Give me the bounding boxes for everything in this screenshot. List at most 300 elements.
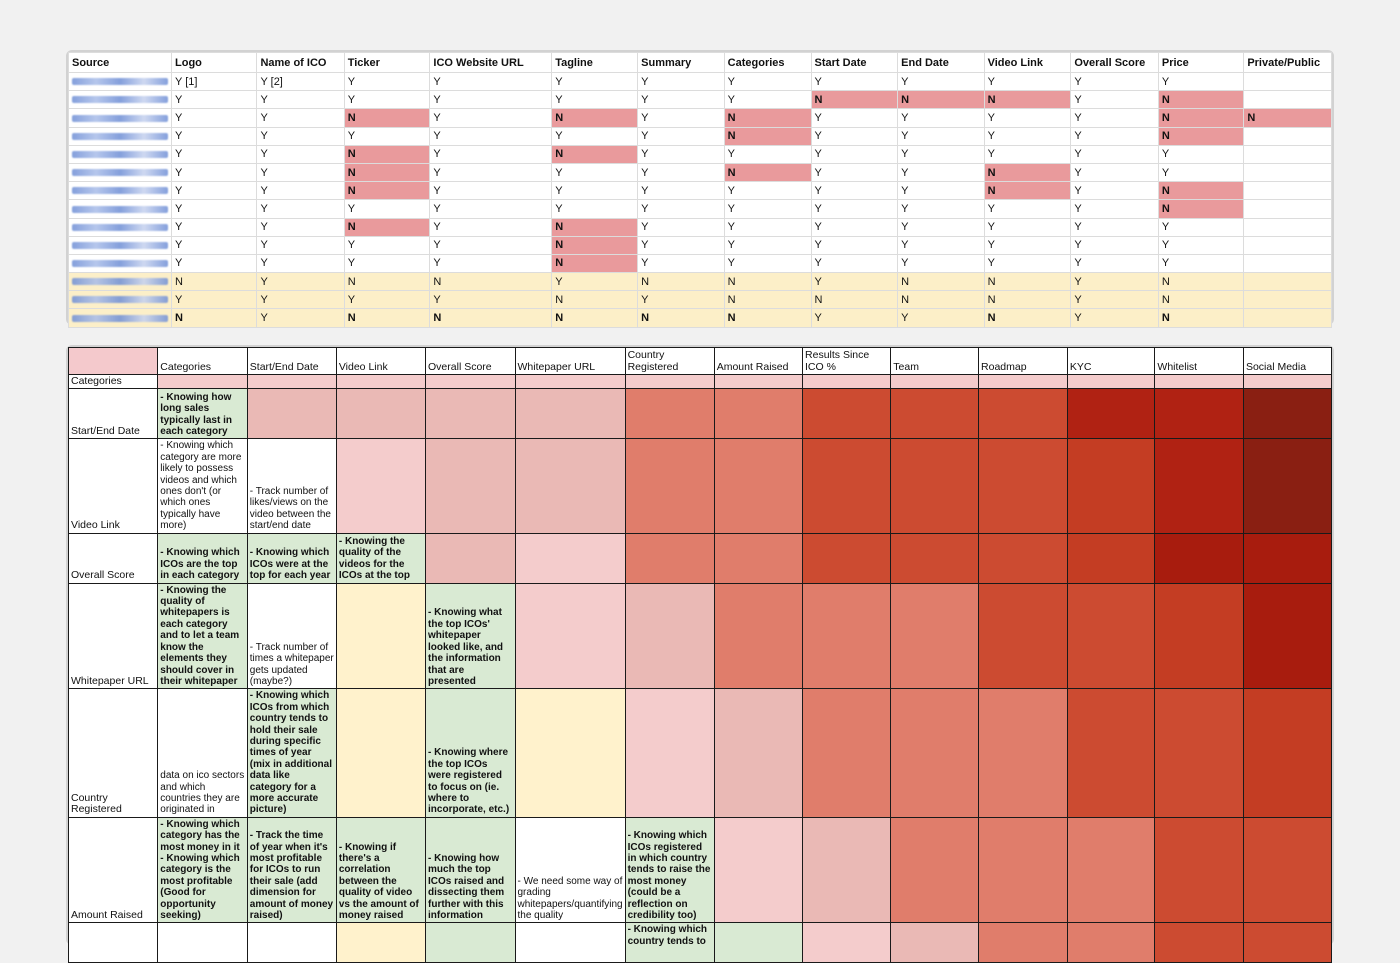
table-cell[interactable]: Y <box>638 200 725 218</box>
matrix-cell[interactable] <box>1243 583 1331 689</box>
matrix-column-header[interactable]: Amount Raised <box>714 348 802 375</box>
table-cell[interactable]: Y <box>984 254 1071 272</box>
matrix-cell[interactable] <box>803 533 891 583</box>
matrix-cell[interactable] <box>714 533 802 583</box>
table-cell[interactable]: N <box>1158 273 1243 291</box>
matrix-cell[interactable] <box>803 689 891 817</box>
table-cell[interactable]: Y <box>344 200 430 218</box>
matrix-cell[interactable]: - Knowing which ICOs from which country tends to hold their sale during specific times of year (mix in additional data like category for a more accurate picture) <box>247 689 336 817</box>
table-cell[interactable]: Y <box>172 218 257 236</box>
table-cell[interactable]: N <box>724 309 811 327</box>
table-cell[interactable]: Y <box>724 254 811 272</box>
matrix-cell[interactable]: - Track the time of year when it's most profitable for ICOs to run their sale (add dimension for amount of money raised) <box>247 817 336 923</box>
table-cell[interactable]: Y <box>430 291 552 309</box>
table-cell[interactable]: N <box>430 309 552 327</box>
table-cell[interactable]: N <box>638 309 725 327</box>
table-cell[interactable]: Y <box>898 218 984 236</box>
table-cell[interactable]: Y <box>257 273 344 291</box>
table-cell[interactable]: Y <box>1071 73 1159 91</box>
table-cell[interactable]: Y [2] <box>257 73 344 91</box>
table-cell[interactable] <box>1244 200 1332 218</box>
table-cell[interactable]: Y <box>898 109 984 127</box>
matrix-cell[interactable] <box>625 439 714 533</box>
column-header[interactable]: Name of ICO <box>257 53 344 73</box>
matrix-cell[interactable] <box>625 689 714 817</box>
table-cell[interactable]: Y <box>172 291 257 309</box>
table-cell[interactable]: Y <box>724 91 811 109</box>
redacted-link[interactable] <box>72 169 168 176</box>
table-cell[interactable] <box>1244 236 1332 254</box>
column-header[interactable]: Source <box>69 53 172 73</box>
table-cell[interactable]: Y <box>724 200 811 218</box>
matrix-cell[interactable]: - Knowing the quality of whitepapers is each category and to let a team know the elements they should cover in their whitepaper <box>158 583 248 689</box>
matrix-cell[interactable] <box>1243 923 1331 963</box>
matrix-row-header[interactable]: Overall Score <box>69 533 158 583</box>
matrix-cell[interactable]: - Track number of times a whitepaper gets updated (maybe?) <box>247 583 336 689</box>
matrix-cell[interactable] <box>336 923 425 963</box>
matrix-cell[interactable]: data on ico sectors and which countries they are originated in <box>158 689 248 817</box>
matrix-cell[interactable] <box>714 689 802 817</box>
table-cell[interactable]: Y <box>638 73 725 91</box>
table-cell[interactable]: Y <box>257 309 344 327</box>
table-cell[interactable]: Y <box>1071 145 1159 163</box>
table-cell[interactable]: Y <box>1071 291 1159 309</box>
table-cell[interactable]: Y <box>984 145 1071 163</box>
table-cell[interactable]: Y <box>724 182 811 200</box>
table-cell[interactable]: Y <box>638 127 725 145</box>
table-cell[interactable]: N <box>984 182 1071 200</box>
table-cell[interactable]: Y <box>638 163 725 181</box>
matrix-cell[interactable] <box>158 923 248 963</box>
matrix-cell[interactable] <box>979 533 1068 583</box>
column-header[interactable]: Overall Score <box>1071 53 1159 73</box>
table-cell[interactable]: Y <box>811 163 898 181</box>
table-cell[interactable]: N <box>1158 127 1243 145</box>
table-cell[interactable]: Y <box>172 182 257 200</box>
matrix-cell[interactable]: - Knowing how long sales typically last in each category <box>158 389 248 439</box>
table-cell[interactable]: Y <box>724 236 811 254</box>
table-cell[interactable]: N <box>1158 182 1243 200</box>
table-cell[interactable]: N <box>552 309 638 327</box>
matrix-cell[interactable]: - Track number of likes/views on the video between the start/end date <box>247 439 336 533</box>
matrix-cell[interactable] <box>1155 389 1244 439</box>
table-cell[interactable]: Y <box>1071 200 1159 218</box>
table-cell[interactable]: Y <box>811 109 898 127</box>
table-cell[interactable]: N <box>552 109 638 127</box>
table-cell[interactable]: Y <box>811 236 898 254</box>
table-cell[interactable]: N <box>811 91 898 109</box>
matrix-cell[interactable] <box>625 533 714 583</box>
matrix-cell[interactable] <box>979 689 1068 817</box>
matrix-cell[interactable] <box>1155 375 1244 389</box>
table-cell[interactable] <box>1244 163 1332 181</box>
matrix-cell[interactable]: - Knowing which country tends to <box>625 923 714 963</box>
matrix-cell[interactable]: - Knowing which ICOs were at the top for each year <box>247 533 336 583</box>
matrix-cell[interactable] <box>1067 389 1155 439</box>
matrix-cell[interactable] <box>803 817 891 923</box>
matrix-cell[interactable] <box>336 439 425 533</box>
table-cell[interactable]: Y <box>724 145 811 163</box>
matrix-column-header[interactable]: Categories <box>158 348 248 375</box>
matrix-cell[interactable]: - Knowing which ICOs registered in which country tends to raise the most money (could be a reflection on credibility too) <box>625 817 714 923</box>
matrix-cell[interactable] <box>979 583 1068 689</box>
matrix-cell[interactable] <box>979 923 1068 963</box>
table-cell[interactable]: N <box>811 291 898 309</box>
table-cell[interactable]: N <box>172 309 257 327</box>
matrix-cell[interactable] <box>515 439 625 533</box>
table-cell[interactable] <box>1244 273 1332 291</box>
source-link-cell[interactable] <box>69 91 172 109</box>
source-link-cell[interactable] <box>69 254 172 272</box>
column-header[interactable]: Tagline <box>552 53 638 73</box>
table-cell[interactable]: Y <box>552 163 638 181</box>
table-cell[interactable]: Y <box>552 200 638 218</box>
matrix-cell[interactable] <box>515 375 625 389</box>
table-cell[interactable]: N <box>552 291 638 309</box>
source-link-cell[interactable] <box>69 73 172 91</box>
table-cell[interactable]: Y <box>1071 127 1159 145</box>
table-cell[interactable]: N <box>984 91 1071 109</box>
table-cell[interactable]: N <box>1158 109 1243 127</box>
source-link-cell[interactable] <box>69 109 172 127</box>
source-link-cell[interactable] <box>69 200 172 218</box>
matrix-cell[interactable] <box>247 923 336 963</box>
matrix-column-header[interactable]: Overall Score <box>426 348 515 375</box>
matrix-cell[interactable]: - Knowing which category are more likely to possess videos and which ones don't (or which ones typically have more) <box>158 439 248 533</box>
table-cell[interactable]: Y <box>344 127 430 145</box>
matrix-cell[interactable] <box>515 583 625 689</box>
table-cell[interactable]: N <box>638 273 725 291</box>
table-cell[interactable]: Y <box>430 127 552 145</box>
table-cell[interactable]: Y <box>1071 109 1159 127</box>
table-cell[interactable] <box>1244 291 1332 309</box>
table-cell[interactable]: N <box>344 182 430 200</box>
table-cell[interactable]: Y <box>984 236 1071 254</box>
matrix-cell[interactable] <box>891 583 979 689</box>
table-cell[interactable]: Y <box>430 91 552 109</box>
table-cell[interactable]: N <box>344 145 430 163</box>
redacted-link[interactable] <box>72 115 168 122</box>
table-cell[interactable]: Y <box>430 145 552 163</box>
column-header[interactable]: ICO Website URL <box>430 53 552 73</box>
table-cell[interactable]: Y <box>898 182 984 200</box>
redacted-link[interactable] <box>72 260 168 267</box>
table-cell[interactable]: Y <box>257 91 344 109</box>
table-cell[interactable]: Y <box>638 291 725 309</box>
matrix-cell[interactable] <box>979 817 1068 923</box>
table-cell[interactable]: Y <box>552 273 638 291</box>
matrix-cell[interactable] <box>336 583 425 689</box>
matrix-cell[interactable] <box>1155 439 1244 533</box>
matrix-column-header[interactable]: Results Since ICO % <box>803 348 891 375</box>
table-cell[interactable] <box>1244 254 1332 272</box>
table-cell[interactable]: Y <box>638 182 725 200</box>
matrix-cell[interactable] <box>336 389 425 439</box>
table-cell[interactable]: Y <box>1071 309 1159 327</box>
table-cell[interactable]: Y <box>811 200 898 218</box>
redacted-link[interactable] <box>72 96 168 103</box>
table-cell[interactable]: N <box>984 309 1071 327</box>
table-cell[interactable]: N <box>1158 309 1243 327</box>
matrix-cell[interactable] <box>803 923 891 963</box>
matrix-cell[interactable] <box>714 389 802 439</box>
table-cell[interactable]: Y <box>344 73 430 91</box>
matrix-cell[interactable] <box>1067 689 1155 817</box>
source-link-cell[interactable] <box>69 163 172 181</box>
matrix-cell[interactable]: - Knowing what the top ICOs' whitepaper looked like, and the information that are presented <box>426 583 515 689</box>
source-link-cell[interactable] <box>69 236 172 254</box>
redacted-link[interactable] <box>72 242 168 249</box>
table-cell[interactable]: N <box>552 145 638 163</box>
table-cell[interactable]: N <box>898 291 984 309</box>
table-cell[interactable]: Y <box>257 254 344 272</box>
column-header[interactable]: Private/Public <box>1244 53 1332 73</box>
matrix-cell[interactable]: - Knowing which ICOs are the top in each category <box>158 533 248 583</box>
table-cell[interactable]: Y <box>1071 163 1159 181</box>
table-cell[interactable]: Y <box>552 91 638 109</box>
table-cell[interactable]: Y <box>811 182 898 200</box>
table-cell[interactable] <box>1244 73 1332 91</box>
table-cell[interactable]: Y <box>898 200 984 218</box>
matrix-cell[interactable] <box>625 375 714 389</box>
table-cell[interactable]: N <box>344 109 430 127</box>
matrix-column-header[interactable]: Roadmap <box>979 348 1068 375</box>
matrix-column-header[interactable]: Video Link <box>336 348 425 375</box>
table-cell[interactable]: Y <box>724 218 811 236</box>
table-cell[interactable]: Y <box>1158 163 1243 181</box>
matrix-cell[interactable] <box>1155 817 1244 923</box>
table-cell[interactable]: Y <box>898 236 984 254</box>
redacted-link[interactable] <box>72 133 168 140</box>
table-cell[interactable]: Y <box>430 109 552 127</box>
column-header[interactable]: Start Date <box>811 53 898 73</box>
table-cell[interactable]: Y <box>638 218 725 236</box>
matrix-cell[interactable]: - We need some way of grading whitepapers/quantifying the quality <box>515 817 625 923</box>
matrix-cell[interactable] <box>1155 689 1244 817</box>
table-cell[interactable]: Y <box>638 91 725 109</box>
matrix-cell[interactable] <box>714 375 802 389</box>
table-cell[interactable]: Y <box>552 73 638 91</box>
column-header[interactable]: Video Link <box>984 53 1071 73</box>
redacted-link[interactable] <box>72 187 168 194</box>
matrix-row-header[interactable]: Country Registered <box>69 689 158 817</box>
matrix-cell[interactable] <box>714 439 802 533</box>
table-cell[interactable]: Y <box>638 236 725 254</box>
table-cell[interactable]: Y <box>172 236 257 254</box>
matrix-cell[interactable]: - Knowing where the top ICOs were registered to focus on (ie. where to incorporate, etc.) <box>426 689 515 817</box>
table-cell[interactable]: N <box>430 273 552 291</box>
matrix-cell[interactable] <box>515 389 625 439</box>
matrix-row-header[interactable]: Amount Raised <box>69 817 158 923</box>
table-cell[interactable]: Y <box>898 145 984 163</box>
table-cell[interactable]: Y <box>724 73 811 91</box>
table-cell[interactable]: Y <box>344 236 430 254</box>
table-cell[interactable]: N <box>552 236 638 254</box>
matrix-column-header[interactable]: Country Registered <box>625 348 714 375</box>
redacted-link[interactable] <box>72 278 168 285</box>
table-cell[interactable]: N <box>984 273 1071 291</box>
redacted-link[interactable] <box>72 206 168 213</box>
table-cell[interactable]: Y <box>172 91 257 109</box>
matrix-cell[interactable] <box>158 375 248 389</box>
matrix-cell[interactable] <box>1243 375 1331 389</box>
table-cell[interactable]: Y <box>1071 254 1159 272</box>
matrix-cell[interactable] <box>426 923 515 963</box>
table-cell[interactable]: N <box>1158 91 1243 109</box>
table-cell[interactable]: Y <box>1158 236 1243 254</box>
table-cell[interactable]: N <box>1158 291 1243 309</box>
table-cell[interactable] <box>1244 182 1332 200</box>
matrix-cell[interactable] <box>1067 439 1155 533</box>
table-cell[interactable]: Y <box>257 163 344 181</box>
table-cell[interactable]: Y <box>430 73 552 91</box>
matrix-cell[interactable] <box>336 689 425 817</box>
table-cell[interactable]: Y <box>552 182 638 200</box>
matrix-cell[interactable] <box>1067 533 1155 583</box>
table-cell[interactable]: Y <box>811 127 898 145</box>
matrix-cell[interactable] <box>891 389 979 439</box>
column-header[interactable]: Ticker <box>344 53 430 73</box>
source-link-cell[interactable] <box>69 127 172 145</box>
matrix-cell[interactable] <box>625 389 714 439</box>
matrix-cell[interactable] <box>336 375 425 389</box>
table-cell[interactable]: Y <box>430 182 552 200</box>
matrix-column-header[interactable]: Social Media <box>1243 348 1331 375</box>
redacted-link[interactable] <box>72 78 168 85</box>
matrix-row-header[interactable]: Whitepaper URL <box>69 583 158 689</box>
table-cell[interactable] <box>1244 91 1332 109</box>
table-cell[interactable]: Y <box>984 200 1071 218</box>
matrix-cell[interactable] <box>979 389 1068 439</box>
table-cell[interactable]: Y <box>1158 254 1243 272</box>
table-cell[interactable]: Y <box>811 273 898 291</box>
matrix-cell[interactable] <box>891 689 979 817</box>
table-cell[interactable]: Y <box>257 200 344 218</box>
table-cell[interactable]: N <box>724 109 811 127</box>
source-link-cell[interactable] <box>69 145 172 163</box>
table-cell[interactable]: Y <box>172 254 257 272</box>
table-cell[interactable]: Y <box>1071 236 1159 254</box>
matrix-cell[interactable] <box>1243 439 1331 533</box>
source-link-cell[interactable] <box>69 309 172 327</box>
matrix-cell[interactable] <box>1155 533 1244 583</box>
table-cell[interactable]: Y <box>811 309 898 327</box>
column-header[interactable]: Categories <box>724 53 811 73</box>
table-cell[interactable]: N <box>344 218 430 236</box>
table-cell[interactable] <box>1244 218 1332 236</box>
table-cell[interactable] <box>1244 145 1332 163</box>
matrix-cell[interactable] <box>247 389 336 439</box>
table-cell[interactable]: Y <box>257 218 344 236</box>
table-cell[interactable]: Y <box>1158 145 1243 163</box>
table-cell[interactable]: Y <box>984 127 1071 145</box>
table-cell[interactable] <box>1244 309 1332 327</box>
source-link-cell[interactable] <box>69 182 172 200</box>
table-cell[interactable]: Y <box>1158 218 1243 236</box>
matrix-cell[interactable] <box>891 923 979 963</box>
table-cell[interactable]: N <box>724 291 811 309</box>
table-cell[interactable]: Y <box>172 109 257 127</box>
table-cell[interactable]: Y <box>430 236 552 254</box>
source-link-cell[interactable] <box>69 273 172 291</box>
matrix-cell[interactable] <box>714 817 802 923</box>
matrix-cell[interactable] <box>803 439 891 533</box>
table-cell[interactable]: Y <box>552 127 638 145</box>
column-header[interactable]: Price <box>1158 53 1243 73</box>
matrix-cell[interactable] <box>426 375 515 389</box>
matrix-cell[interactable] <box>803 389 891 439</box>
table-cell[interactable]: N <box>1244 109 1332 127</box>
matrix-cell[interactable]: - Knowing which category has the most money in it - Knowing which category is the most profitable (Good for opportunity seeking) <box>158 817 248 923</box>
table-cell[interactable]: N <box>724 163 811 181</box>
matrix-cell[interactable] <box>426 389 515 439</box>
matrix-cell[interactable] <box>891 375 979 389</box>
table-cell[interactable]: Y <box>257 182 344 200</box>
table-cell[interactable]: Y <box>257 236 344 254</box>
redacted-link[interactable] <box>72 296 168 303</box>
table-cell[interactable]: Y <box>898 73 984 91</box>
matrix-cell[interactable] <box>1155 583 1244 689</box>
source-link-cell[interactable] <box>69 291 172 309</box>
column-header[interactable]: End Date <box>898 53 984 73</box>
redacted-link[interactable] <box>72 224 168 231</box>
matrix-row-header[interactable]: Start/End Date <box>69 389 158 439</box>
matrix-cell[interactable] <box>1243 389 1331 439</box>
matrix-cell[interactable] <box>247 375 336 389</box>
matrix-cell[interactable] <box>515 923 625 963</box>
matrix-row-header[interactable] <box>69 923 158 963</box>
matrix-cell[interactable]: - Knowing how much the top ICOs raised and dissecting them further with this information <box>426 817 515 923</box>
table-cell[interactable]: Y <box>898 254 984 272</box>
table-cell[interactable]: Y <box>898 309 984 327</box>
table-cell[interactable]: Y <box>344 91 430 109</box>
table-cell[interactable]: Y <box>638 145 725 163</box>
matrix-column-header[interactable]: Start/End Date <box>247 348 336 375</box>
table-cell[interactable]: Y <box>984 109 1071 127</box>
matrix-cell[interactable] <box>803 583 891 689</box>
table-cell[interactable]: Y <box>898 127 984 145</box>
matrix-cell[interactable] <box>891 439 979 533</box>
matrix-cell[interactable] <box>1067 923 1155 963</box>
table-cell[interactable]: N <box>344 273 430 291</box>
matrix-cell[interactable]: - Knowing if there's a correlation between the quality of video vs the amount of money raised <box>336 817 425 923</box>
matrix-cell[interactable] <box>1067 375 1155 389</box>
matrix-row-header[interactable]: Video Link <box>69 439 158 533</box>
table-cell[interactable]: Y <box>172 145 257 163</box>
matrix-cell[interactable] <box>426 439 515 533</box>
table-cell[interactable]: Y <box>172 163 257 181</box>
redacted-link[interactable] <box>72 315 168 322</box>
table-cell[interactable]: N <box>898 273 984 291</box>
table-cell[interactable]: Y <box>257 127 344 145</box>
matrix-cell[interactable] <box>803 375 891 389</box>
matrix-cell[interactable] <box>979 439 1068 533</box>
column-header[interactable]: Summary <box>638 53 725 73</box>
matrix-cell[interactable] <box>891 817 979 923</box>
source-link-cell[interactable] <box>69 218 172 236</box>
table-cell[interactable]: Y <box>638 254 725 272</box>
table-cell[interactable]: N <box>172 273 257 291</box>
table-cell[interactable] <box>1244 127 1332 145</box>
table-cell[interactable]: Y <box>811 145 898 163</box>
table-cell[interactable]: Y <box>430 254 552 272</box>
table-cell[interactable]: Y <box>257 109 344 127</box>
matrix-cell[interactable] <box>1243 533 1331 583</box>
matrix-column-header[interactable]: Whitelist <box>1155 348 1244 375</box>
matrix-cell[interactable] <box>1243 689 1331 817</box>
table-cell[interactable]: Y <box>1071 91 1159 109</box>
matrix-column-header[interactable]: Whitepaper URL <box>515 348 625 375</box>
